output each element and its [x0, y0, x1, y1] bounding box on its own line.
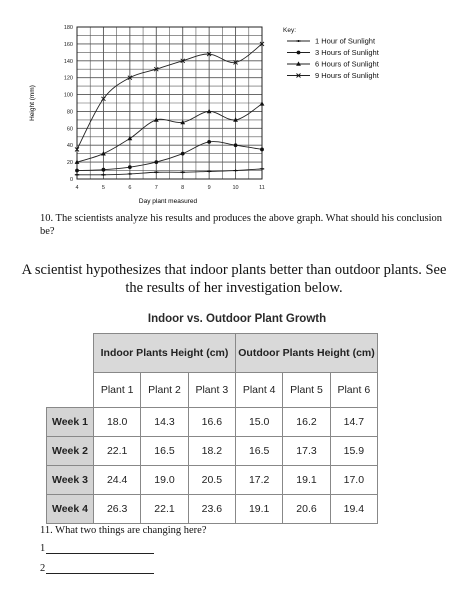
table-cell: 19.0 [141, 466, 188, 495]
x-tick-label: 11 [259, 185, 265, 191]
hypothesis-text: A scientist hypothesizes that indoor plants better than outdoor plants. See the results of her investigation below. [21, 262, 447, 296]
legend-marker [296, 40, 300, 42]
y-tick-label: 0 [69, 177, 73, 183]
table-row [47, 495, 378, 524]
chart-ticks [64, 25, 265, 191]
table-cell: 19.1 [236, 495, 283, 524]
y-tick-label: 120 [63, 75, 73, 82]
group-header-outdoor: Outdoor Plants Height (cm) [236, 334, 378, 373]
table-cell: 19.1 [283, 466, 330, 495]
table-cell: 17.0 [330, 466, 377, 495]
x-tick-label: 10 [232, 185, 239, 191]
table-cell: 15.0 [236, 408, 283, 437]
table-cell: 14.3 [141, 408, 188, 437]
table-cell: 20.6 [283, 495, 330, 524]
legend-title: Key: [283, 27, 297, 34]
y-tick-label: 140 [63, 58, 73, 65]
answer-blank[interactable] [46, 563, 154, 574]
plant-header: Plant 3 [188, 373, 235, 408]
x-tick-label: 5 [101, 185, 105, 191]
table-cell: 22.1 [94, 437, 141, 466]
table-cell: 16.2 [283, 408, 330, 437]
chart-legend [283, 27, 380, 80]
data-point [75, 174, 79, 176]
data-point [234, 143, 238, 147]
y-tick-label: 180 [63, 25, 73, 31]
plant-header: Plant 1 [94, 373, 141, 408]
legend-label: 3 Hours of Sunlight [315, 48, 379, 57]
table-group-row [47, 334, 378, 373]
week-label: Week 1 [47, 408, 94, 437]
table-cell: 15.9 [330, 437, 377, 466]
table-corner [47, 334, 94, 373]
legend-marker [297, 51, 301, 55]
legend-label: 1 Hour of Sunlight [315, 36, 376, 46]
y-tick-label: 160 [63, 41, 73, 48]
question-11: 11. What two things are changing here? [40, 525, 207, 536]
answer-line-2[interactable] [40, 563, 154, 574]
data-point [260, 148, 264, 152]
table-cell: 14.7 [330, 408, 377, 437]
data-point [260, 168, 264, 170]
data-point [75, 169, 79, 173]
plant-header: Plant 5 [283, 373, 330, 408]
data-point [154, 160, 158, 164]
plant-header: Plant 6 [330, 373, 377, 408]
y-tick-label: 60 [66, 126, 73, 133]
y-tick-label: 80 [66, 109, 73, 116]
x-tick-label: 7 [154, 185, 158, 191]
plant-header: Plant 4 [236, 373, 283, 408]
x-axis-label: Day plant measured [138, 198, 198, 205]
answer-label: 1 [40, 543, 46, 554]
table-plant-row [47, 373, 378, 408]
data-point [101, 174, 105, 176]
data-point [128, 173, 132, 175]
answer-line-1[interactable] [40, 543, 154, 554]
table-cell: 17.2 [236, 466, 283, 495]
table-cell: 23.6 [188, 495, 235, 524]
table-cell: 16.5 [141, 437, 188, 466]
table-title: Indoor vs. Outdoor Plant Growth [147, 313, 327, 325]
table-row [47, 408, 378, 437]
table-cell: 26.3 [94, 495, 141, 524]
plant-header: Plant 2 [141, 373, 188, 408]
table-cell: 19.4 [330, 495, 377, 524]
data-point [181, 152, 185, 156]
data-point [154, 171, 158, 173]
table-cell: 17.3 [283, 437, 330, 466]
data-point [207, 140, 211, 144]
table-corner-2 [47, 373, 94, 408]
group-header-indoor: Indoor Plants Height (cm) [94, 334, 236, 373]
x-tick-label: 8 [181, 185, 185, 191]
data-point [233, 170, 237, 172]
data-point [102, 168, 106, 172]
y-tick-label: 40 [66, 143, 73, 150]
question-10: 10. The scientists analyze his results and produces the above graph. What should his conclusion be? [40, 213, 443, 237]
plant-growth-table [46, 333, 378, 524]
chart-grid [77, 27, 262, 179]
table-cell: 22.1 [141, 495, 188, 524]
y-axis-label: Height (mm) [29, 85, 36, 121]
table-row [47, 466, 378, 495]
table-cell: 24.4 [94, 466, 141, 495]
answer-blank[interactable] [46, 543, 154, 554]
legend-label: 9 Hours of Sunlight [315, 71, 379, 80]
x-tick-label: 6 [128, 185, 132, 191]
week-label: Week 2 [47, 437, 94, 466]
data-point [260, 101, 265, 105]
week-label: Week 4 [47, 495, 94, 524]
week-label: Week 3 [47, 466, 94, 495]
data-point [181, 171, 185, 173]
legend-label: 6 Hours of Sunlight [315, 59, 379, 69]
y-tick-label: 100 [63, 92, 73, 99]
x-tick-label: 9 [207, 185, 211, 191]
x-tick-label: 4 [75, 185, 79, 191]
table-cell: 16.6 [188, 408, 235, 437]
table-cell: 18.0 [94, 408, 141, 437]
y-tick-label: 20 [66, 160, 73, 167]
table-cell: 16.5 [236, 437, 283, 466]
data-point [128, 165, 132, 169]
table-cell: 18.2 [188, 437, 235, 466]
table-row [47, 437, 378, 466]
answer-label: 2 [40, 563, 46, 574]
table-cell: 20.5 [188, 466, 235, 495]
line-chart [0, 0, 468, 210]
